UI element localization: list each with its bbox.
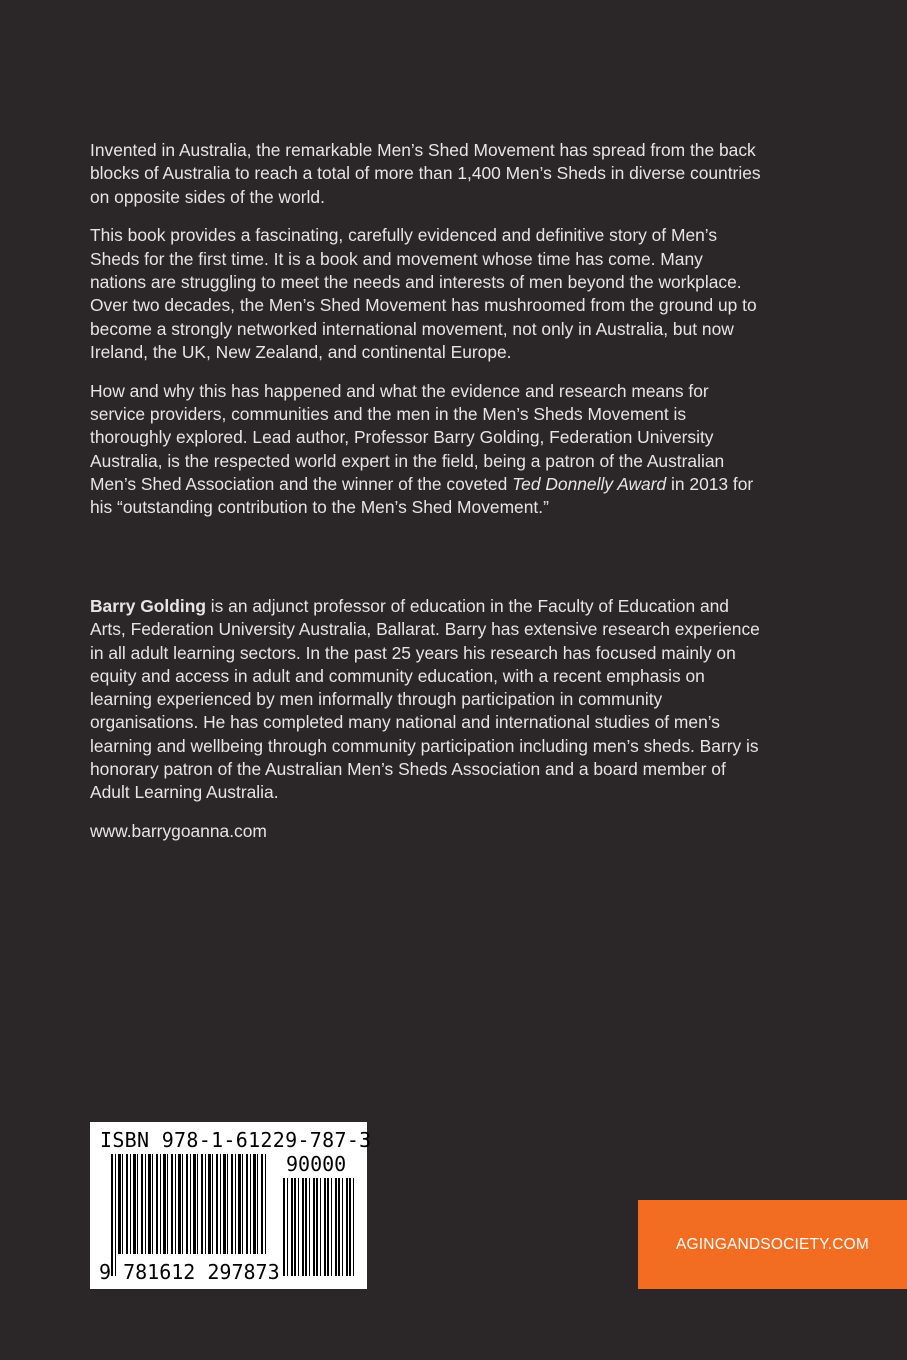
publisher-website-label: AGINGANDSOCIETY.COM [676,1235,869,1253]
blurb-p3-tail: in 2013 for his “outstanding contribution to the Men’s Shed Movement.” [90,473,754,518]
blurb-paragraph-2: This book provides a fascinating, carefully evidenced and definitive story of Men’s Sheds for the first time. It is a book and movement whose time has come. Many nations are struggling to meet the needs and interests of men beyond the workplace. Over two decades, the Men’s Shed Movement has mushroomed from the ground up to become a strongly networked international movement, not only in Australia, but now Ireland, the UK, New Zealand, and continental Europe. [90,225,757,362]
author-name: Barry Golding [90,596,206,616]
ean-digits: 9 781612 297873 [99,1260,280,1284]
blurb-p3-text: How and why this has happened and what the evidence and research means for service providers, communities and the men in the Men’s Sheds Movement is thoroughly explored. Lead author, Professor Barry Golding, Federation University Australia, is the respected world expert in the field, being a patron of the Australian Men’s Shed Association and the winner of the coveted [90,380,725,494]
blurb-paragraph-1: Invented in Australia, the remarkable Men’s Shed Movement has spread from the back blocks of Australia to reach a total of more than 1,400 Men’s Sheds in diverse countries on opposite sides of the world. [90,140,761,207]
award-name: Ted Donnelly Award [512,473,667,494]
author-bio [90,595,762,859]
publisher-website-tag [638,1200,907,1289]
blurb-paragraph-3 [90,380,762,520]
isbn-barcode [90,1122,372,1289]
price-addon-bars [283,1178,357,1276]
bio-paragraph [90,595,762,805]
isbn-number: ISBN 978-1-61229-787-3 [100,1128,372,1152]
author-website: www.barrygoanna.com [90,821,267,842]
price-code: 90000 [286,1152,347,1176]
book-blurb [90,139,762,535]
bio-text: is an adjunct professor of education in the Faculty of Education and Arts, Federation University Australia, Ballarat. Barry has extensive research experience in all adult learning sectors. In the past 25 years his research has focused mainly on equity and access in adult and community education, with a recent emphasis on learning experienced by men informally through participation in community organisations. He has completed many national and international studies of men’s learning and wellbeing through community participation including men’s sheds. Barry is honorary patron of the Australian Men’s Sheds Association and a board member of Adult Learning Australia. [90,596,760,803]
